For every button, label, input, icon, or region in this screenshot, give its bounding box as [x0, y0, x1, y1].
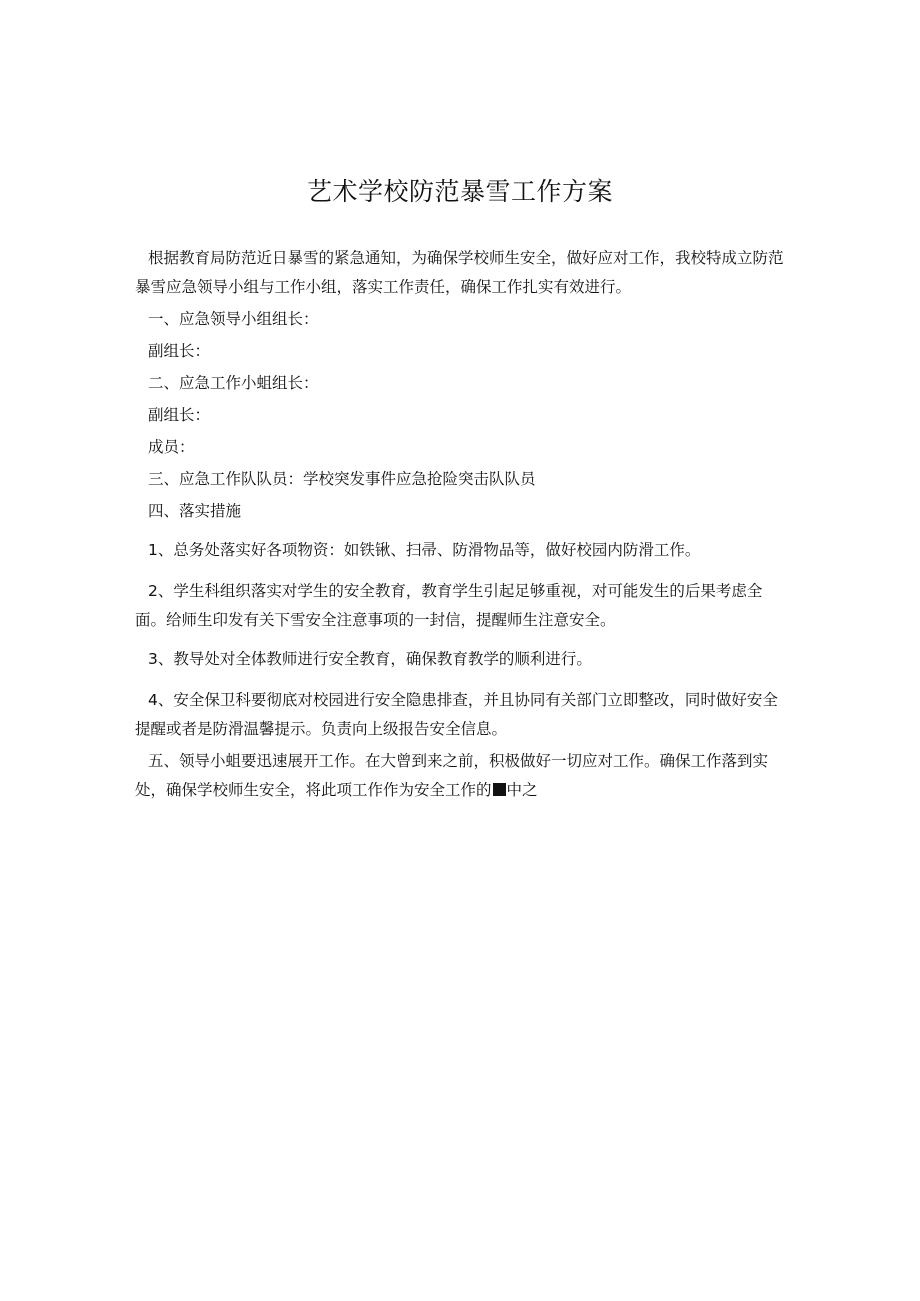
paragraph-work-group: 二、应急工作小蛆组长：	[148, 374, 319, 392]
paragraph-measures-heading: 四、落实措施	[148, 502, 242, 520]
paragraph-leader-action	[135, 747, 790, 805]
paragraph-measure-1: 1、总务处落实好各项物资：如铁锹、扫帚、防滑物品等，做好校园内防滑工作。	[148, 541, 701, 559]
document-body	[135, 244, 790, 805]
black-square-glyph-icon	[493, 783, 506, 796]
paragraph-intro: 根据教育局防范近日暴雪的紧急通知，为确保学校师生安全，做好应对工作，我校特成立防范暴雪应急领导小组与工作小组，落实工作责任，确保工作扎实有效进行。	[135, 249, 784, 296]
paragraph-measure-3: 3、教导处对全体教师进行安全教育，确保教育教学的顺利进行。	[148, 650, 592, 668]
paragraph-members: 成员：	[148, 438, 195, 456]
paragraph-leader-action-tail: 中之	[506, 781, 538, 799]
paragraph-deputy-leader-2: 副组长：	[148, 406, 211, 424]
paragraph-measure-4: 4、安全保卫科要彻底对校园进行安全隐患排查，并且协同有关部门立即整改，同时做好安全提醒或者是防滑温馨提示。负责向上级报告安全信息。	[135, 691, 778, 738]
paragraph-leader-group: 一、应急领导小组组长：	[148, 310, 319, 328]
document-title: 艺术学校防范暴雪工作方案	[306, 177, 613, 206]
paragraph-measure-2: 2、学生科组织落实对学生的安全教育，教育学生引起足够重视，对可能发生的后果考虑全面。给师生印发有关下雪安全注意事项的一封信，提醒师生注意安全。	[135, 582, 763, 629]
paragraph-deputy-leader-1: 副组长：	[148, 342, 211, 360]
paragraph-leader-action-text: 五、领导小蛆要迅速展开工作。在大曾到来之前，积极做好一切应对工作。确保工作落到实处，确保学校师生安全，将此项工作作为安全工作的	[135, 752, 769, 799]
paragraph-team-members: 三、应急工作队队员：学校突发事件应急抢险突击队队员	[148, 470, 536, 488]
